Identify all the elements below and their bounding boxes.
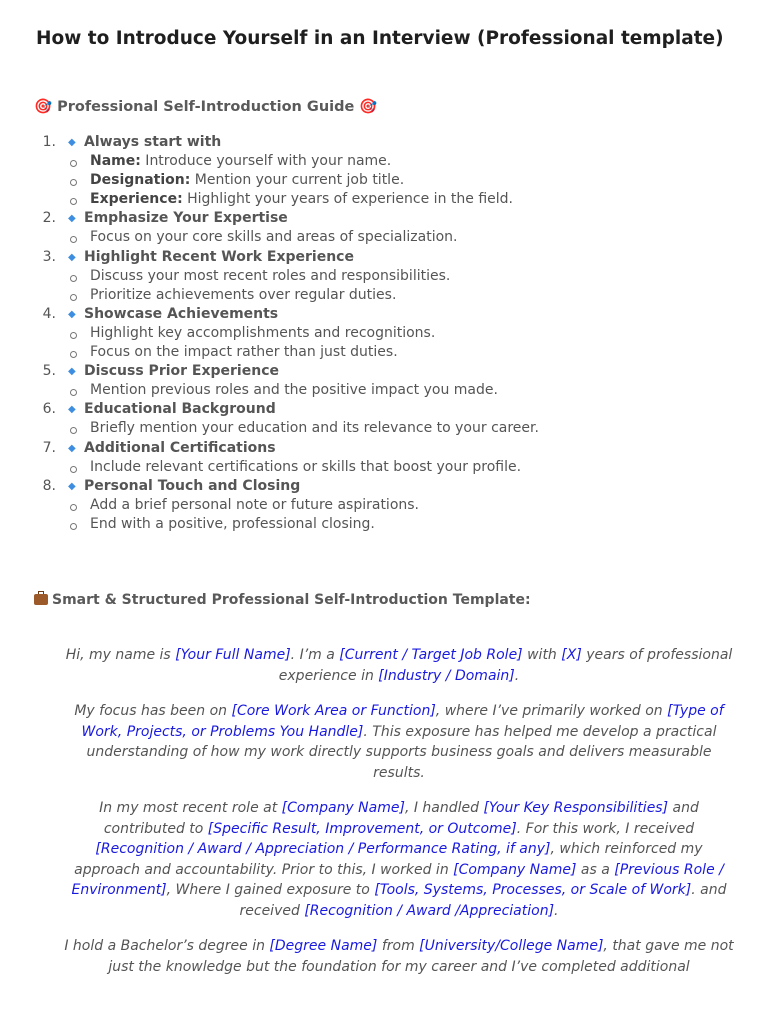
- step-row: [0, 209, 768, 228]
- step-subitem-text: [90, 286, 396, 305]
- step-number: 1.: [42, 134, 56, 150]
- template-text: In my most recent role at: [99, 800, 282, 816]
- step-subitem-body: Discuss your most recent roles and responsibilities.: [90, 267, 451, 284]
- template-text: and contributed to: [103, 800, 699, 837]
- template-placeholder: [Current / Target Job Role]: [339, 647, 523, 663]
- template-text: , Where I gained exposure to: [166, 882, 375, 898]
- template-text: .: [514, 667, 520, 684]
- step-title: Always start with: [84, 134, 222, 150]
- step-subitem-body: End with a positive, professional closing.: [90, 515, 375, 532]
- hollow-circle-icon: [70, 160, 77, 167]
- briefcase-icon: [34, 594, 48, 605]
- step-number: 2.: [42, 210, 56, 227]
- page-title: How to Introduce Yourself in an Interview (Professional template): [36, 28, 724, 49]
- step-subitem-body: Highlight key accomplishments and recognitions.: [90, 324, 436, 341]
- step-subitem-body: Mention your current job title.: [190, 172, 405, 189]
- step-subitem: [0, 343, 768, 362]
- step-subitem: [0, 419, 768, 438]
- hollow-circle-icon: [70, 389, 77, 396]
- template-text: .: [554, 902, 559, 919]
- blue-diamond-icon: ◆: [68, 404, 76, 416]
- hollow-circle-icon: [70, 523, 77, 530]
- template-text: years of professional experience in: [278, 647, 733, 684]
- hollow-circle-icon: [70, 332, 77, 339]
- step-subitem: [0, 152, 768, 171]
- step-subitem: [0, 171, 768, 190]
- step-number: 7.: [42, 439, 56, 456]
- template-text: with: [522, 647, 562, 663]
- template-paragraph: [64, 936, 734, 977]
- step-subitem-body: Focus on the impact rather than just duties.: [90, 344, 398, 361]
- guide-steps-list: [0, 133, 768, 534]
- blue-diamond-icon: ◆: [68, 308, 76, 320]
- template-heading: [34, 592, 531, 608]
- blue-diamond-icon: ◆: [68, 137, 76, 148]
- step-subitem-body: Focus on your core skills and areas of specialization.: [90, 229, 458, 246]
- blue-diamond-icon: ◆: [68, 480, 76, 492]
- template-text: I hold a Bachelor’s degree in: [64, 938, 270, 954]
- step-subitem-text: [90, 190, 513, 209]
- step-subitem-text: [90, 267, 450, 286]
- step-number: 3.: [42, 248, 56, 265]
- blue-diamond-icon: ◆: [68, 213, 76, 225]
- step-subitem-text: [90, 228, 457, 247]
- step-title: Educational Background: [84, 401, 276, 418]
- step-subitem: [0, 267, 768, 286]
- step-subitem-body: Prioritize achievements over regular duties.: [90, 286, 397, 303]
- step-subitem-body: Introduce yourself with your name.: [140, 153, 392, 170]
- step-number: 8.: [42, 477, 56, 494]
- step-title: Additional Certifications: [84, 439, 276, 456]
- blue-diamond-icon: ◆: [68, 251, 76, 263]
- step-subitem-label: Name:: [90, 153, 141, 170]
- template-placeholder: [X]: [561, 647, 582, 663]
- step-subitem-body: Add a brief personal note or future aspirations.: [90, 496, 419, 513]
- step-row: [0, 133, 768, 152]
- template-placeholder: [Specific Result, Improvement, or Outcome]: [207, 820, 517, 837]
- template-placeholder: [Company Name]: [453, 861, 577, 878]
- guide-heading: 🎯 Professional Self-Introduction Guide 🎯: [34, 99, 378, 115]
- template-placeholder: [Your Full Name]: [175, 647, 291, 663]
- hollow-circle-icon: [70, 294, 77, 301]
- template-placeholder: [Your Key Responsibilities]: [483, 800, 669, 816]
- template-paragraph: [64, 701, 734, 783]
- step-subitem-label: Designation:: [90, 172, 191, 189]
- template-paragraph: [64, 798, 734, 921]
- step-subitem: [0, 286, 768, 305]
- step-number: 6.: [42, 401, 56, 418]
- step-subitem: [0, 190, 768, 209]
- template-paragraph: [64, 645, 734, 686]
- template-placeholder: [Degree Name]: [269, 938, 378, 954]
- step-subitem-text: [90, 343, 398, 362]
- step-subitem-text: [90, 171, 404, 190]
- blue-diamond-icon: ◆: [68, 366, 76, 378]
- template-placeholder: [Core Work Area or Function]: [231, 703, 436, 719]
- template-placeholder: [Company Name]: [281, 800, 405, 816]
- step-subitem-text: [90, 152, 391, 171]
- step-title: Discuss Prior Experience: [84, 363, 279, 380]
- template-text: Hi, my name is: [65, 647, 176, 663]
- step-subitem: [0, 381, 768, 400]
- step-title: Highlight Recent Work Experience: [84, 248, 354, 265]
- blue-diamond-icon: ◆: [68, 442, 76, 454]
- step-subitem-body: Briefly mention your education and its relevance to your career.: [90, 420, 539, 437]
- template-text: , which reinforced my approach and accountability. Prior to this, I worked in: [74, 841, 703, 878]
- step-subitem-text: [90, 496, 419, 515]
- template-text: My focus has been on: [74, 703, 232, 719]
- step-row: [0, 477, 768, 496]
- template-text: . I’m a: [290, 647, 340, 663]
- template-text: as a: [576, 861, 615, 878]
- step-row: [0, 400, 768, 419]
- step-number: 4.: [42, 305, 56, 322]
- hollow-circle-icon: [70, 275, 77, 282]
- template-placeholder: [Tools, Systems, Processes, or Scale of Work]: [374, 882, 692, 898]
- step-title: Emphasize Your Expertise: [84, 210, 288, 227]
- step-row: [0, 248, 768, 267]
- template-text: from: [377, 938, 420, 954]
- step-subitem-text: [90, 419, 539, 438]
- template-heading-text: Smart & Structured Professional Self-Introduction Template:: [52, 592, 531, 608]
- template-text: . For this work, I received: [516, 820, 695, 837]
- hollow-circle-icon: [70, 236, 77, 243]
- step-row: [0, 362, 768, 381]
- hollow-circle-icon: [70, 351, 77, 358]
- template-placeholder: [Industry / Domain]: [378, 667, 515, 684]
- hollow-circle-icon: [70, 427, 77, 434]
- hollow-circle-icon: [70, 504, 77, 511]
- template-body: [64, 645, 734, 992]
- template-text: . and received: [239, 882, 727, 919]
- step-subitem: [0, 458, 768, 477]
- step-subitem-text: [90, 515, 375, 534]
- template-text: , I handled: [404, 800, 484, 816]
- step-title: Personal Touch and Closing: [84, 477, 301, 494]
- step-row: [0, 439, 768, 458]
- hollow-circle-icon: [70, 198, 77, 205]
- template-text: , where I’ve primarily worked on: [435, 703, 668, 719]
- step-subitem: [0, 228, 768, 247]
- step-number: 5.: [42, 363, 56, 380]
- step-subitem: [0, 324, 768, 343]
- step-subitem-text: [90, 381, 498, 400]
- step-subitem: [0, 515, 768, 534]
- template-placeholder: [Recognition / Award / Appreciation / Performance Rating, if any]: [95, 841, 551, 857]
- template-placeholder: [Recognition / Award /Appreciation]: [304, 902, 555, 919]
- hollow-circle-icon: [70, 466, 77, 473]
- step-subitem-text: [90, 324, 435, 343]
- template-text: , that gave me not just the knowledge but the foundation for my career and I’ve completed additional: [108, 938, 734, 975]
- step-subitem-body: Mention previous roles and the positive impact you made.: [90, 382, 498, 399]
- template-placeholder: [University/College Name]: [419, 938, 604, 954]
- step-subitem: [0, 496, 768, 515]
- template-text: . This exposure has helped me develop a practical understanding of how my work directly supports business goals and delivers measurable results.: [86, 723, 717, 781]
- step-subitem-text: [90, 458, 521, 477]
- step-title: Showcase Achievements: [84, 305, 279, 322]
- step-subitem-body: Include relevant certifications or skills that boost your profile.: [90, 458, 522, 475]
- step-subitem-label: Experience:: [90, 191, 183, 208]
- step-row: [0, 305, 768, 324]
- hollow-circle-icon: [70, 179, 77, 186]
- template-placeholder: [Previous Role / Environment]: [71, 861, 724, 898]
- template-placeholder: [Type of Work, Projects, or Problems You Handle]: [81, 703, 724, 740]
- step-subitem-body: Highlight your years of experience in the field.: [182, 191, 513, 208]
